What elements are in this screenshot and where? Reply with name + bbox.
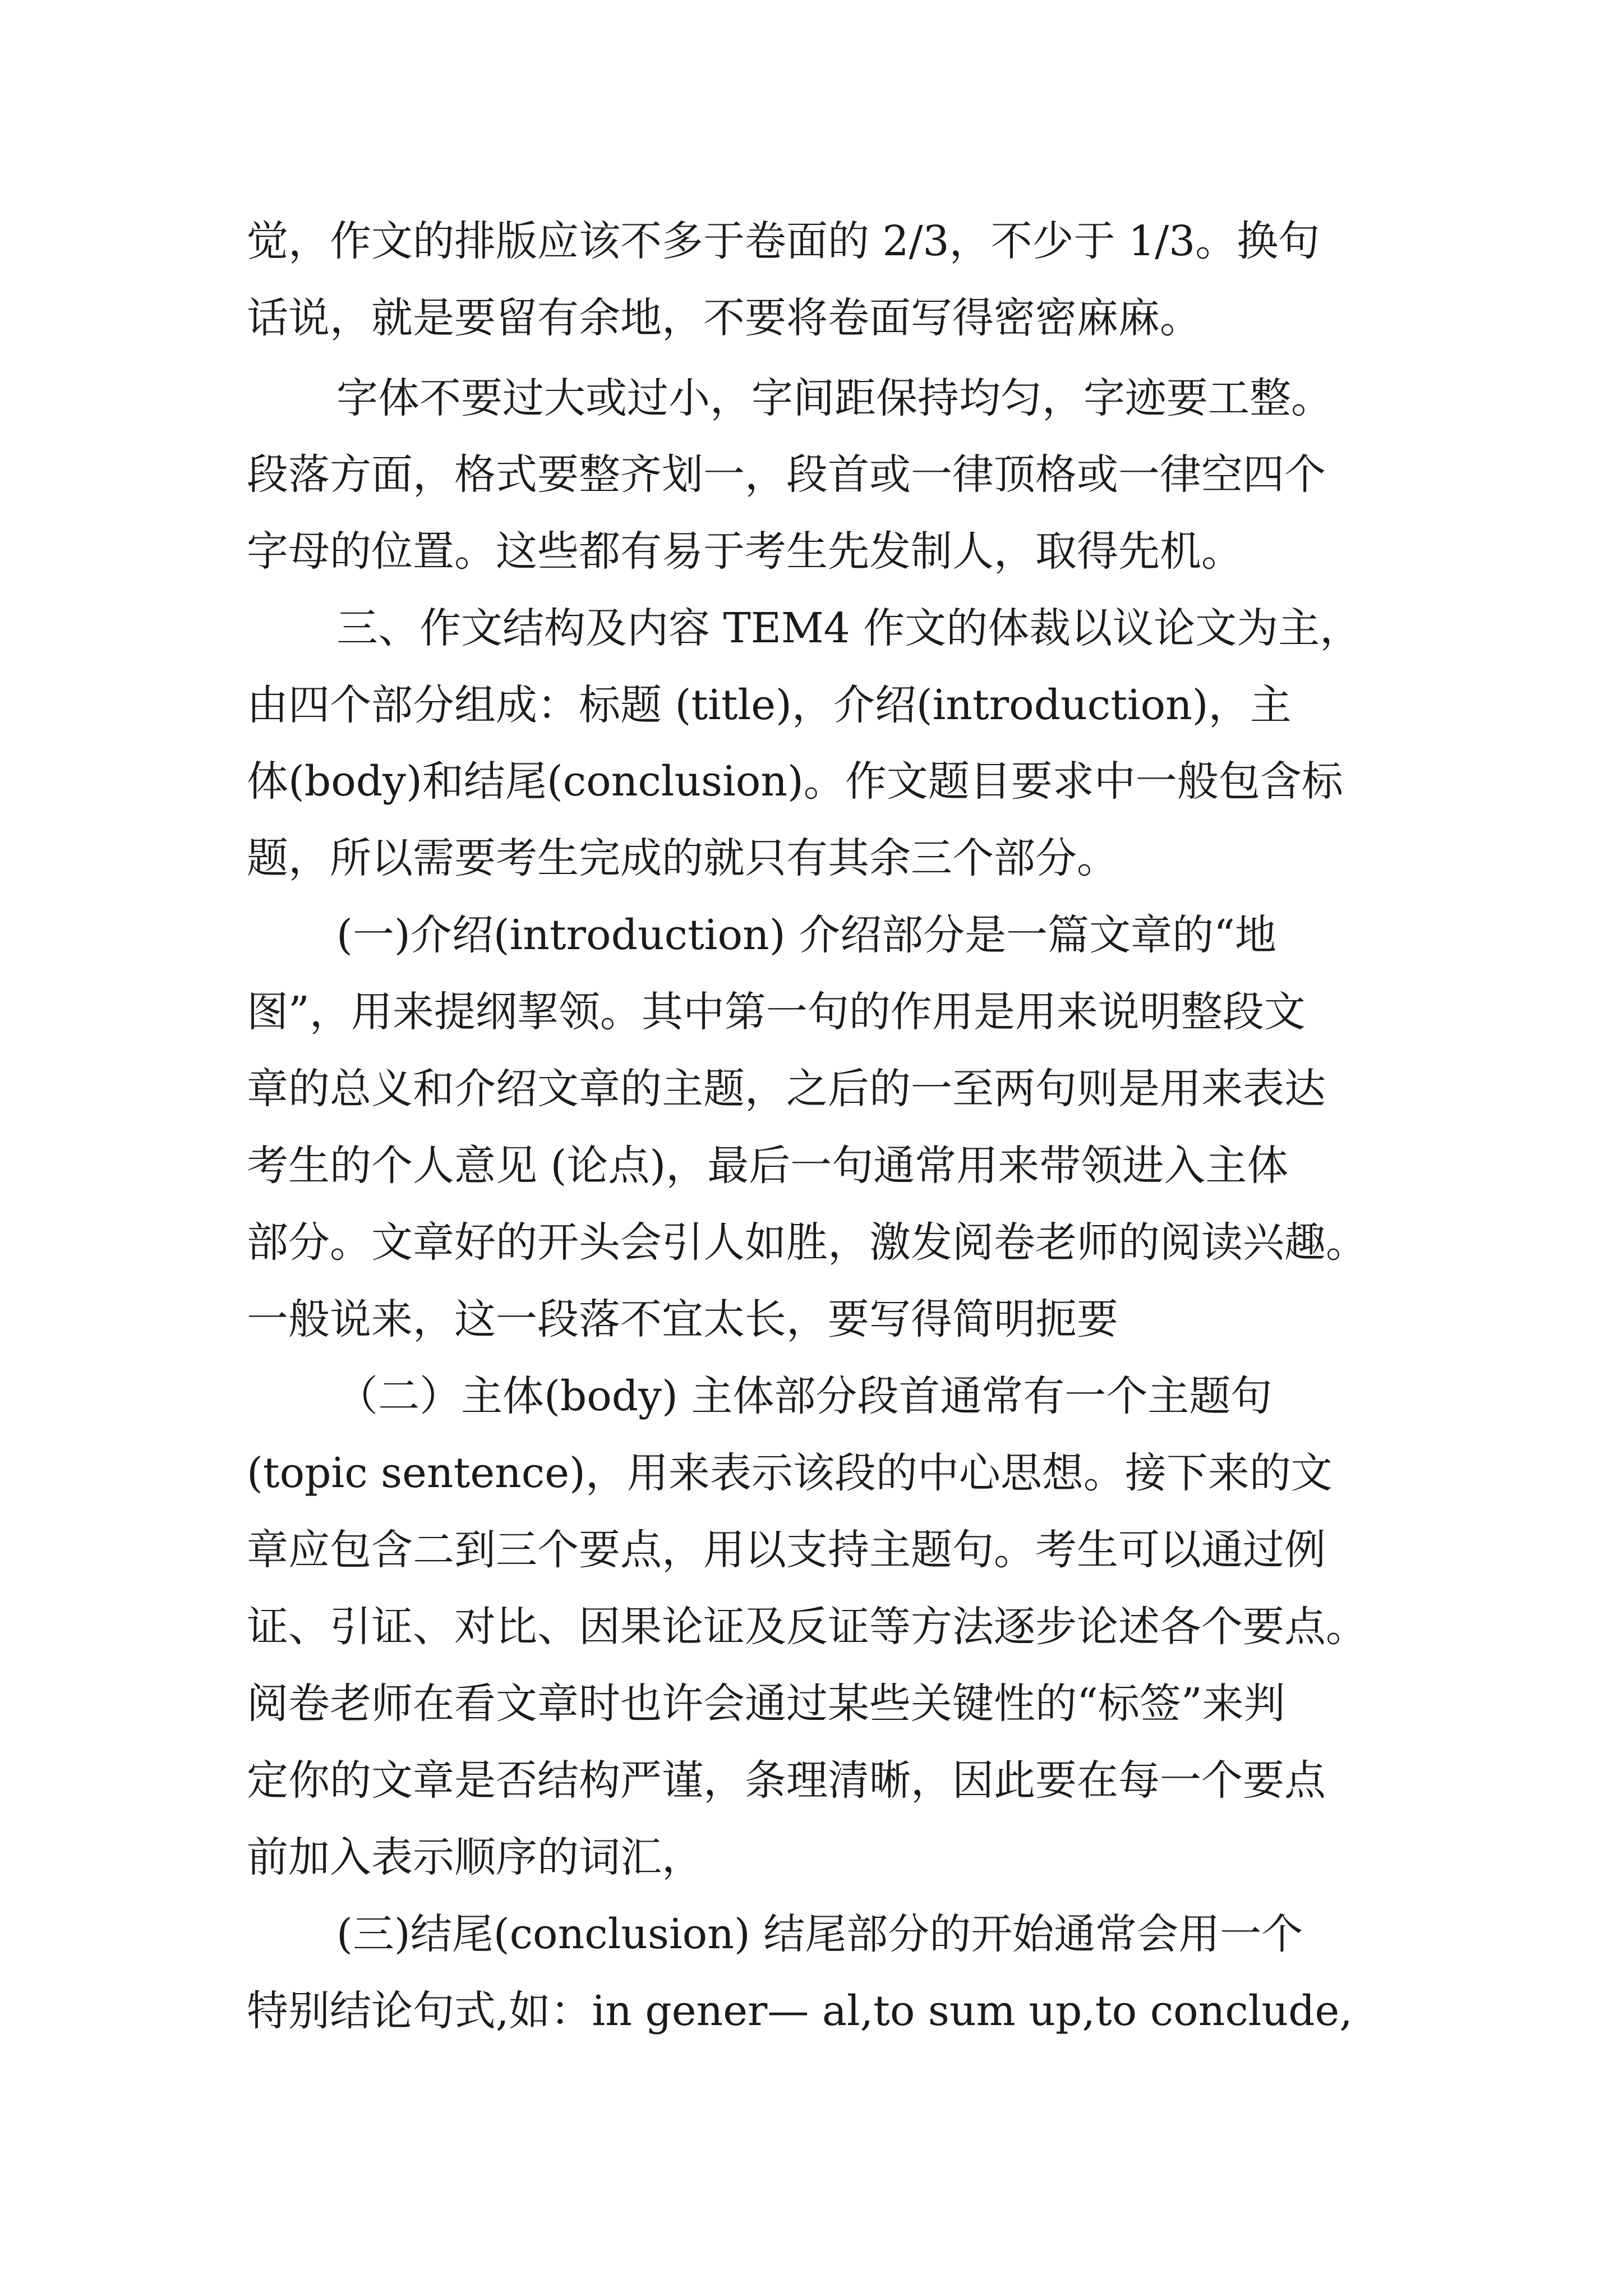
text-line-22: 前加入表示顺序的词汇，: [247, 1833, 703, 1881]
text-line-5: 字母的位置。这些都有易于考生先发制人，取得先机。: [247, 527, 1243, 576]
text-line-23: (三)结尾(conclusion) 结尾部分的开始通常会用一个: [336, 1910, 1303, 1958]
text-line-13: 考生的个人意见 (论点)，最后一句通常用来带领进入主体: [247, 1142, 1289, 1190]
text-line-8: 体(body)和结尾(conclusion)。作文题目要求中一般包含标: [247, 757, 1343, 806]
text-line-24: 特别结论句式,如：in gener— al,to sum up,to conclude,: [247, 1987, 1353, 2035]
text-line-2: 话说，就是要留有余地，不要将卷面写得密密麻麻。: [247, 294, 1201, 342]
text-line-3: 字体不要过大或过小，字间距保持均匀，字迹要工整。: [336, 374, 1332, 422]
text-line-12: 章的总义和介绍文章的主题，之后的一至两句则是用来表达: [247, 1065, 1326, 1113]
text-line-7: 由四个部分组成：标题 (title)，介绍(introduction)，主: [247, 681, 1292, 729]
text-line-15: 一般说来，这一段落不宜太长，要写得简明扼要: [247, 1295, 1118, 1343]
text-line-20: 阅卷老师在看文章时也许会通过某些关键性的“标签”来判: [247, 1680, 1285, 1728]
text-line-1: 觉，作文的排版应该不多于卷面的 2/3，不少于 1/3。换句: [247, 217, 1320, 265]
text-line-17: (topic sentence)，用来表示该段的中心思想。接下来的文: [247, 1449, 1332, 1497]
text-line-18: 章应包含二到三个要点，用以支持主题句。考生可以通过例: [247, 1526, 1326, 1574]
text-line-21: 定你的文章是否结构严谨，条理清晰，因此要在每一个要点: [247, 1756, 1326, 1805]
text-line-6: 三、作文结构及内容 TEM4 作文的体裁以议论文为主，: [336, 604, 1362, 652]
text-line-4: 段落方面，格式要整齐划一，段首或一律顶格或一律空四个: [247, 450, 1326, 499]
text-line-11: 图”，用来提纲挈领。其中第一句的作用是用来说明整段文: [247, 988, 1306, 1036]
text-line-9: 题，所以需要考生完成的就只有其余三个部分。: [247, 834, 1118, 882]
text-line-16: （二）主体(body) 主体部分段首通常有一个主题句: [336, 1372, 1272, 1420]
text-line-14: 部分。文章好的开头会引人如胜，激发阅卷老师的阅读兴趣。: [247, 1218, 1367, 1267]
text-line-10: (一)介绍(introduction) 介绍部分是一篇文章的“地: [336, 911, 1276, 959]
text-line-19: 证、引证、对比、因果论证及反证等方法逐步论述各个要点。: [247, 1603, 1367, 1651]
